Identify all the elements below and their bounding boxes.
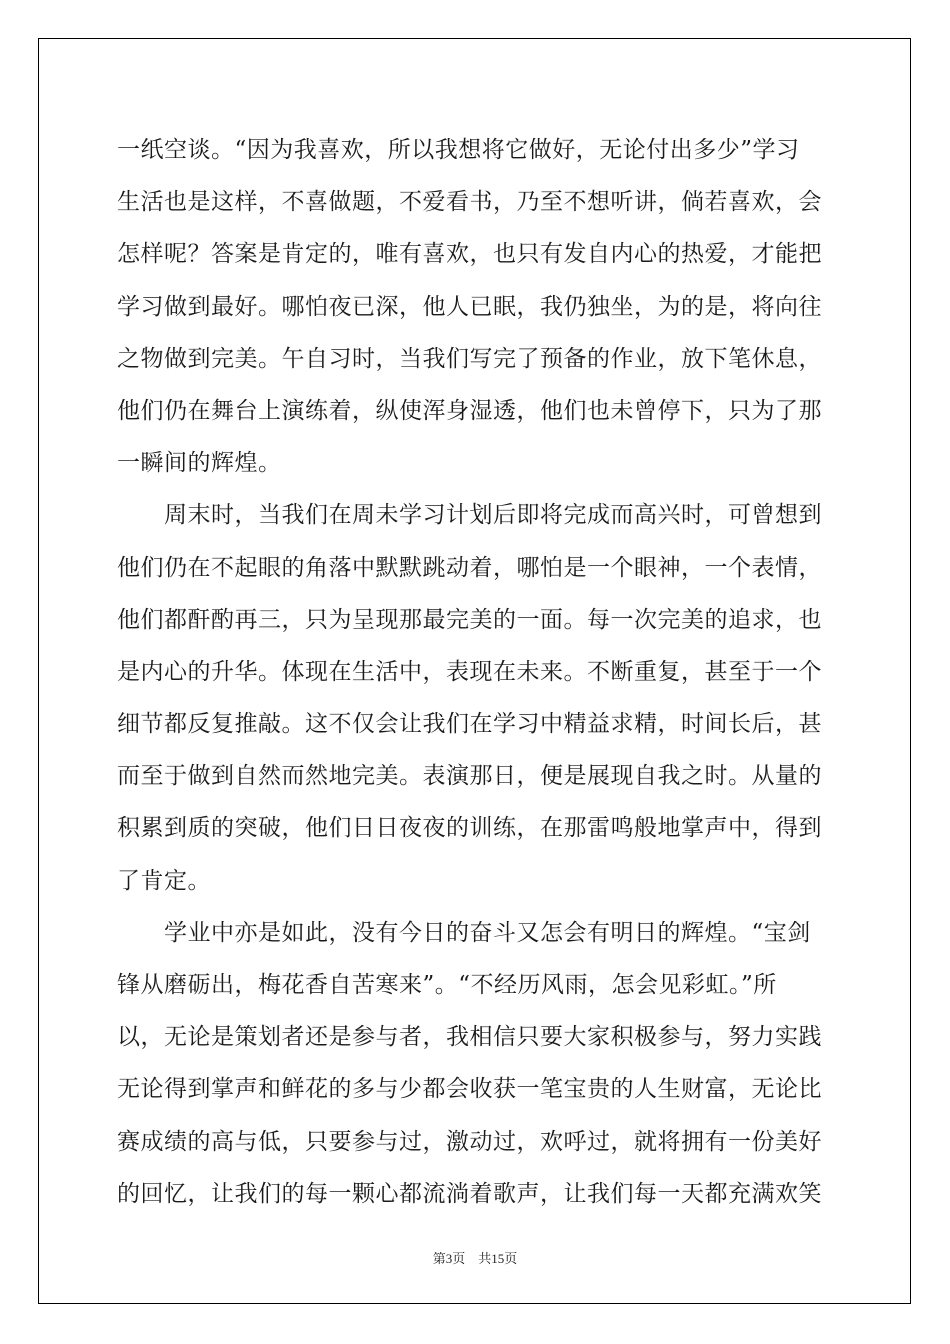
text-line: 生活也是这样，不喜做题，不爱看书，乃至不想听讲，倘若喜欢，会 xyxy=(117,189,822,216)
text-line: 他们仍在不起眼的角落中默默跳动着，哪怕是一个眼神，一个表情， xyxy=(117,554,822,581)
text-line: 以，无论是策划者还是参与者，我相信只要大家积极参与，努力实践 xyxy=(117,1024,822,1051)
text-line: 无论得到掌声和鲜花的多与少都会收获一笔宝贵的人生财富，无论比 xyxy=(117,1076,822,1103)
text-line: 而至于做到自然而然地完美。表演那日，便是展现自我之时。从量的 xyxy=(117,763,822,790)
text-line: 一瞬间的辉煌。 xyxy=(117,450,282,477)
text-line: 周末时，当我们在周未学习计划后即将完成而高兴时，可曾想到 xyxy=(117,502,822,529)
page-number: 第3页 xyxy=(432,1251,466,1266)
text-line: 的回忆，让我们的每一颗心都流淌着歌声，让我们每一天都充满欢笑 xyxy=(117,1180,822,1207)
text-line: 积累到质的突破，他们日日夜夜的训练，在那雷鸣般地掌声中，得到 xyxy=(117,815,822,842)
text-line: 锋从磨砺出，梅花香自苦寒来”。“不经历风雨，怎会见彩虹。”所 xyxy=(117,972,777,998)
text-line: 一纸空谈。“因为我喜欢，所以我想将它做好，无论付出多少”学习 xyxy=(117,137,800,163)
text-line: 是内心的升华。体现在生活中，表现在未来。不断重复，甚至于一个 xyxy=(117,658,822,685)
page-footer xyxy=(0,1248,950,1267)
text-line: 他们都酐酌再三，只为呈现那最完美的一面。每一次完美的追求，也 xyxy=(117,606,822,633)
document-body xyxy=(117,124,833,1220)
text-line: 之物做到完美。午自习时，当我们写完了预备的作业，放下笔休息， xyxy=(117,345,822,372)
page-total: 共15页 xyxy=(478,1251,518,1266)
text-line: 学习做到最好。哪怕夜已深，他人已眠，我仍独坐，为的是，将向往 xyxy=(117,293,822,320)
text-line: 赛成绩的高与低，只要参与过，激动过，欢呼过，就将拥有一份美好 xyxy=(117,1128,822,1155)
text-line: 怎样呢？答案是肯定的，唯有喜欢，也只有发自内心的热爱，才能把 xyxy=(117,241,822,268)
text-line: 了肯定。 xyxy=(117,867,211,894)
text-line: 他们仍在舞台上演练着，纵使浑身湿透，他们也未曾停下，只为了那 xyxy=(117,397,822,424)
text-line: 学业中亦是如此，没有今日的奋斗又怎会有明日的辉煌。“宝剑 xyxy=(117,919,811,946)
text-line: 细节都反复推敲。这不仅会让我们在学习中精益求精，时间长后，甚 xyxy=(117,711,822,738)
